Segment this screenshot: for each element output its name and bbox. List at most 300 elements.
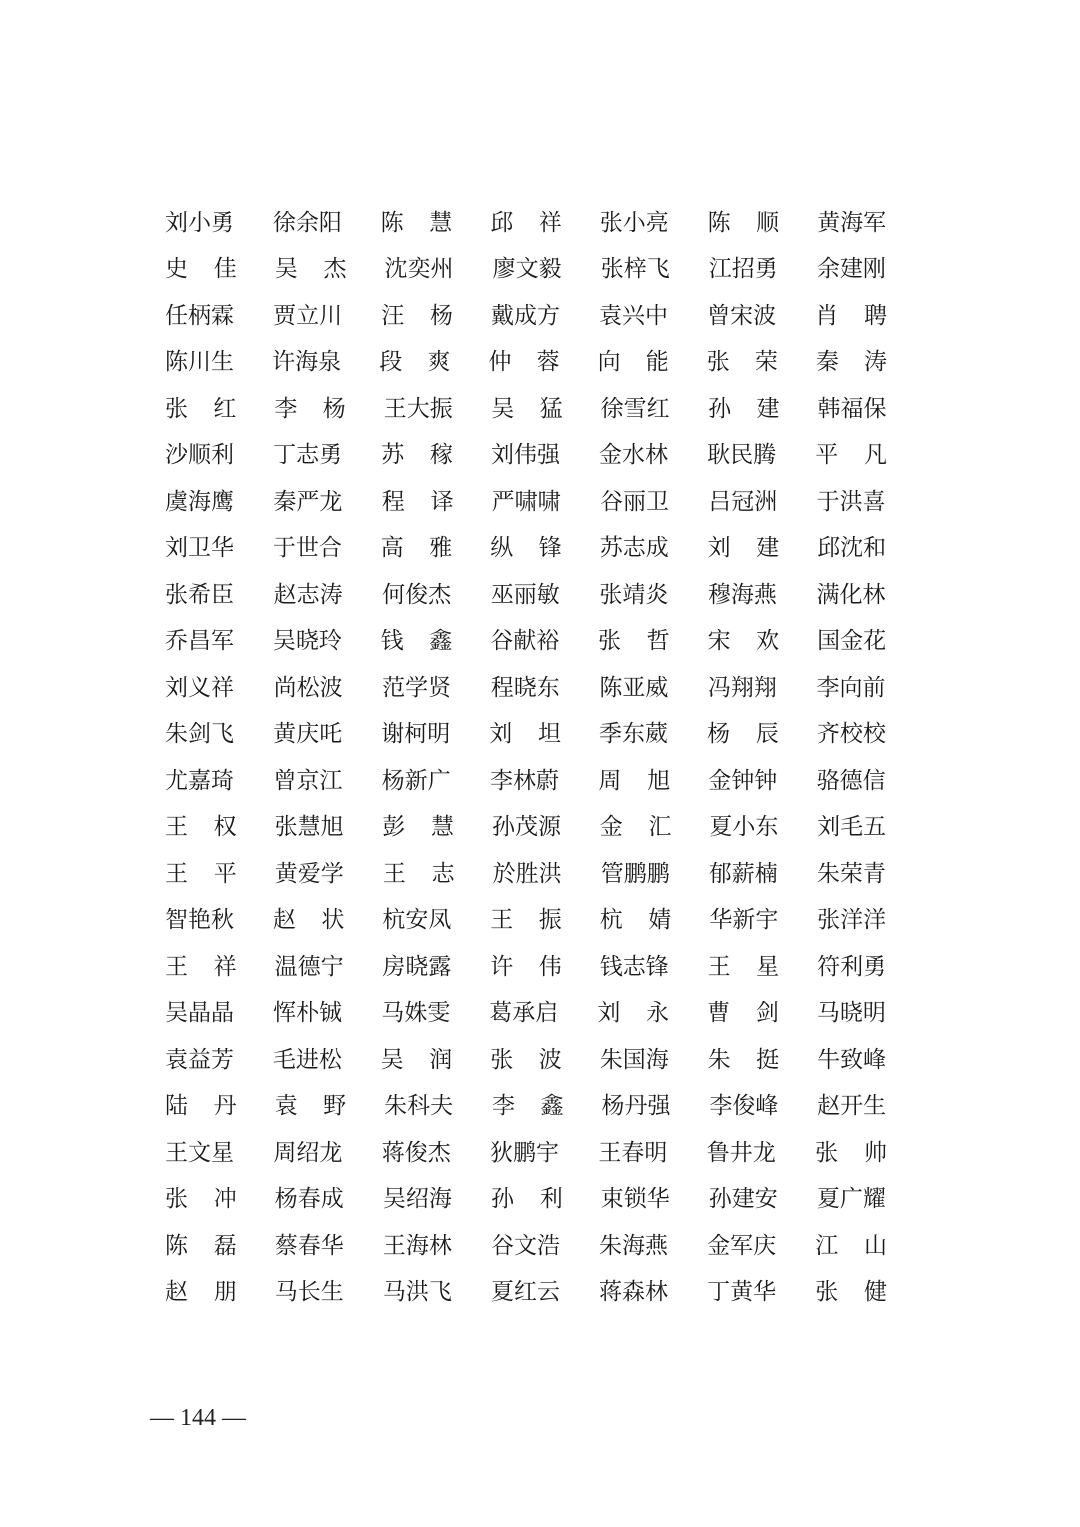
surname: 江 [815,1232,839,1259]
name-entry: 恽朴铖 [273,1000,343,1027]
name-entry: 张梓飞 [600,256,670,283]
name-list-grid [165,197,925,1313]
name-row [165,1127,925,1174]
given-name: 星 [756,953,780,980]
given-name: 祥 [538,209,562,236]
given-name: 欢 [756,628,780,655]
name-entry [381,622,453,655]
name-entry: 尤嘉琦 [165,767,234,794]
name-entry [707,715,779,748]
given-name: 鑫 [429,628,453,655]
name-entry [381,204,453,237]
name-entry [383,855,455,888]
given-name: 磊 [213,1232,237,1259]
name-entry [275,1087,347,1120]
given-name: 润 [429,1046,453,1073]
given-name: 辰 [755,721,779,748]
name-entry [600,901,672,934]
name-entry [598,762,670,795]
name-entry: 秦严龙 [273,488,343,515]
name-entry: 贾立川 [273,302,343,329]
surname: 邱 [490,209,514,236]
given-name: 稼 [429,442,453,469]
name-entry: 江招勇 [708,256,778,283]
name-entry: 束锁华 [600,1186,670,1213]
name-row [165,337,925,384]
name-entry: 孙建安 [708,1186,778,1213]
name-row [165,755,925,802]
surname: 李 [491,1093,515,1120]
name-entry: 范学贤 [382,674,452,701]
surname: 王 [165,814,188,841]
name-row [165,1081,925,1128]
name-entry [708,390,779,423]
name-entry: 於胜洪 [492,860,562,887]
name-entry: 牛致峰 [817,1046,887,1073]
name-entry [273,901,345,934]
surname: 高 [380,535,404,562]
given-name: 永 [646,1000,670,1027]
name-entry: 鲁井龙 [706,1139,776,1166]
name-entry: 徐雪红 [600,395,670,422]
name-entry: 金水林 [599,442,669,469]
name-row [165,848,925,895]
name-entry [165,250,237,283]
name-entry: 朱剑飞 [165,721,234,748]
given-name: 猛 [539,395,563,422]
surname: 苏 [381,442,405,469]
surname: 秦 [815,349,839,376]
name-entry [489,715,561,748]
name-entry: 王文星 [165,1139,234,1166]
name-entry: 严啸啸 [491,488,561,515]
given-name: 凡 [863,442,887,469]
surname: 刘 [597,1000,621,1027]
name-entry: 黄海军 [817,209,887,236]
given-name: 聘 [863,302,887,329]
name-entry: 金钟钟 [708,767,778,794]
name-entry: 朱荣青 [816,860,886,887]
surname: 向 [597,349,621,376]
name-entry [708,1041,780,1074]
name-entry [815,1227,887,1260]
given-name: 译 [430,488,454,515]
surname: 陈 [707,209,731,236]
given-name: 冲 [213,1186,237,1213]
name-entry: 谢柯明 [381,721,451,748]
name-entry [379,343,450,376]
name-entry [492,1087,564,1120]
name-entry: 尚松波 [273,674,343,701]
name-entry: 夏小东 [709,814,779,841]
name-entry [382,483,454,516]
name-entry [600,808,672,841]
name-row [165,988,925,1035]
surname: 彭 [382,814,406,841]
given-name: 祥 [213,953,237,980]
given-name: 剑 [755,1000,779,1027]
name-entry [165,855,237,888]
name-entry: 何俊杰 [382,581,452,608]
name-entry: 蔡春华 [274,1232,344,1259]
name-entry [165,1273,237,1306]
name-entry: 丁志勇 [273,442,343,469]
name-entry: 王海林 [382,1232,452,1259]
name-entry: 马晓明 [816,1000,886,1027]
name-row [165,569,925,616]
name-entry [382,808,454,841]
given-name: 伟 [538,953,562,980]
surname: 吴 [380,1046,404,1073]
surname: 赵 [165,1279,188,1306]
name-entry: 骆德信 [816,767,886,794]
name-entry: 马姝雯 [381,1000,451,1027]
surname: 杨 [707,721,731,748]
surname: 吴 [274,256,298,283]
given-name: 红 [213,395,237,422]
given-name: 锋 [538,535,562,562]
given-name: 慧 [429,209,453,236]
name-entry: 孙茂源 [491,814,561,841]
given-name: 涛 [863,349,887,376]
name-entry: 杨新广 [381,767,451,794]
name-row [165,802,925,849]
surname: 肖 [815,302,839,329]
name-row [165,197,925,244]
surname: 赵 [272,907,296,934]
name-entry [708,622,780,655]
name-entry [708,204,780,237]
name-entry: 袁益芳 [165,1046,234,1073]
surname: 朱 [707,1046,731,1073]
name-entry [598,622,670,655]
surname: 陆 [165,1093,188,1120]
name-entry: 王春明 [598,1139,668,1166]
name-row [165,1034,925,1081]
name-entry: 张洋洋 [817,907,887,934]
name-entry [816,343,887,376]
name-entry [490,529,562,562]
name-entry: 赵志涛 [273,581,343,608]
name-entry [488,343,559,376]
name-entry: 葛承启 [489,1000,559,1027]
name-entry [815,436,887,469]
name-entry [491,1180,563,1213]
given-name: 建 [756,535,780,562]
name-entry: 刘义祥 [165,674,234,701]
surname: 史 [165,256,188,283]
name-entry: 杭安凤 [382,907,452,934]
surname: 曹 [707,1000,731,1027]
name-entry: 马洪飞 [382,1279,452,1306]
name-entry [490,901,562,934]
name-entry [274,390,345,423]
surname: 汪 [381,302,405,329]
surname: 王 [490,907,514,934]
name-entry: 黄爱学 [274,860,344,887]
name-entry [165,1180,237,1213]
name-entry: 张小亮 [599,209,669,236]
name-entry: 吴绍海 [382,1186,452,1213]
surname: 宋 [707,628,731,655]
name-entry [708,529,780,562]
name-entry [165,1087,237,1120]
name-entry: 邱沈和 [817,535,887,562]
name-entry: 夏红云 [490,1279,560,1306]
name-entry: 徐余阳 [272,209,342,236]
name-entry [490,1041,562,1074]
given-name: 爽 [427,349,451,376]
name-entry [381,529,453,562]
given-name: 山 [863,1232,887,1259]
name-entry: 夏广耀 [816,1186,886,1213]
given-name: 振 [538,907,562,934]
name-entry: 耿民腾 [707,442,777,469]
name-row [165,476,925,523]
name-entry: 毛进松 [272,1046,342,1073]
surname: 仲 [488,349,512,376]
given-name: 能 [645,349,669,376]
surname: 李 [274,395,298,422]
given-name: 建 [756,395,780,422]
surname: 张 [815,1139,839,1166]
name-row [165,244,925,291]
name-entry: 马长生 [274,1279,344,1306]
given-name: 波 [538,1046,562,1073]
given-name: 荣 [754,349,778,376]
given-name: 杰 [323,256,347,283]
name-entry: 李林蔚 [490,767,560,794]
name-entry: 蒋俊杰 [381,1139,451,1166]
name-row [165,1220,925,1267]
name-entry: 沙顺利 [165,442,234,469]
name-entry: 穆海燕 [707,581,777,608]
name-row [165,430,925,477]
name-entry: 朱国海 [599,1046,669,1073]
name-entry: 黄庆吒 [273,721,343,748]
given-name: 坦 [538,721,562,748]
name-entry: 谷文浩 [490,1232,560,1259]
name-entry [165,948,237,981]
name-entry: 齐校校 [816,721,886,748]
name-entry: 乔昌军 [165,628,234,655]
name-entry [708,948,780,981]
given-name: 野 [323,1093,347,1120]
name-entry [381,436,453,469]
surname: 段 [379,349,403,376]
given-name: 雅 [429,535,453,562]
surname: 陈 [380,209,404,236]
surname: 张 [165,395,188,422]
name-entry: 国金花 [817,628,887,655]
name-entry: 陈川生 [165,349,234,376]
surname: 周 [598,767,622,794]
surname: 张 [165,1186,188,1213]
name-entry: 于世合 [272,535,342,562]
name-entry: 朱海燕 [599,1232,669,1259]
name-entry: 蒋森林 [599,1279,669,1306]
name-entry: 金军庆 [707,1232,777,1259]
given-name: 慧 [430,814,454,841]
name-entry: 刘卫华 [165,535,234,562]
name-entry: 郁薪楠 [708,860,778,887]
given-name: 佳 [213,256,237,283]
surname: 王 [382,860,406,887]
given-name: 志 [431,860,455,887]
name-row [165,290,925,337]
name-entry: 狄鹏宇 [490,1139,560,1166]
name-entry: 程晓东 [490,674,560,701]
name-entry [815,1273,887,1306]
name-entry [165,1227,237,1260]
given-name: 顺 [756,209,780,236]
surname: 王 [165,953,188,980]
surname: 王 [165,860,188,887]
name-entry: 巫丽敏 [490,581,560,608]
given-name: 哲 [646,628,670,655]
name-entry: 周绍龙 [273,1139,343,1166]
surname: 张 [490,1046,514,1073]
name-entry [165,808,237,841]
name-entry: 刘毛五 [817,814,887,841]
name-entry: 沈奕州 [384,256,454,283]
name-entry: 李向前 [816,674,886,701]
name-entry: 许海泉 [272,349,342,376]
given-name: 汇 [648,814,672,841]
surname: 王 [707,953,731,980]
name-entry: 于洪喜 [816,488,886,515]
name-entry: 丁黄华 [707,1279,777,1306]
given-name: 朋 [213,1279,237,1306]
surname: 吴 [491,395,515,422]
name-entry: 任柄霖 [165,302,234,329]
name-entry [490,204,562,237]
name-entry: 朱科夫 [384,1093,454,1120]
name-entry [490,948,562,981]
surname: 刘 [489,721,513,748]
surname: 纵 [490,535,514,562]
name-entry: 吴晶晶 [165,1000,234,1027]
surname: 孙 [490,1186,514,1213]
given-name: 杨 [429,302,453,329]
name-entry: 管鹏鹏 [600,860,670,887]
name-entry [815,297,887,330]
name-entry: 廖文毅 [492,256,562,283]
name-row [165,523,925,570]
name-entry: 张希臣 [165,581,234,608]
name-row [165,1267,925,1314]
name-entry: 李俊峰 [709,1093,779,1120]
name-entry: 智艳秋 [165,907,234,934]
name-entry: 张靖炎 [599,581,669,608]
name-entry: 陈亚威 [599,674,669,701]
name-entry [598,343,669,376]
name-entry [707,343,778,376]
name-row [165,662,925,709]
given-name: 健 [863,1279,887,1306]
name-row [165,383,925,430]
name-entry: 温德宁 [274,953,344,980]
surname: 程 [381,488,405,515]
name-entry: 余建刚 [816,256,886,283]
name-entry: 韩福保 [817,395,887,422]
name-row [165,709,925,756]
name-entry: 满化林 [816,581,886,608]
given-name: 旭 [647,767,671,794]
given-name: 利 [539,1186,563,1213]
name-entry: 杨丹强 [601,1093,671,1120]
surname: 陈 [165,1232,188,1259]
name-row [165,941,925,988]
given-name: 婧 [648,907,672,934]
surname: 平 [815,442,839,469]
name-entry: 吴晓玲 [272,628,342,655]
given-name: 挺 [756,1046,780,1073]
given-name: 帅 [863,1139,887,1166]
name-entry: 刘小勇 [165,209,234,236]
given-name: 平 [213,860,237,887]
page-number: — 144 — [150,1405,246,1431]
name-entry [707,994,779,1027]
name-entry: 戴成方 [490,302,560,329]
name-row [165,616,925,663]
surname: 金 [599,814,623,841]
name-entry [815,1134,887,1167]
name-entry [597,994,669,1027]
name-entry: 房晓露 [382,953,452,980]
name-entry: 刘伟强 [490,442,560,469]
name-entry: 谷丽卫 [599,488,669,515]
name-entry: 赵开生 [817,1093,887,1120]
given-name: 杨 [322,395,346,422]
surname: 许 [490,953,514,980]
surname: 孙 [708,395,732,422]
surname: 钱 [380,628,404,655]
given-name: 鑫 [540,1093,564,1120]
name-entry [165,390,236,423]
name-entry: 张慧旭 [274,814,344,841]
name-entry: 虞海鹰 [165,488,234,515]
name-entry: 杨春成 [274,1186,344,1213]
given-name: 状 [321,907,345,934]
surname: 杭 [599,907,623,934]
name-entry [381,297,453,330]
name-entry: 谷献裕 [490,628,560,655]
given-name: 蓉 [536,349,560,376]
name-entry: 季东葳 [599,721,669,748]
name-entry: 冯翔翔 [707,674,777,701]
name-row [165,895,925,942]
name-entry: 钱志锋 [599,953,669,980]
name-entry: 华新宇 [709,907,779,934]
name-entry: 符利勇 [817,953,887,980]
name-entry [491,390,562,423]
name-entry [381,1041,453,1074]
name-entry: 吕冠洲 [708,488,778,515]
surname: 张 [815,1279,839,1306]
name-entry: 曾宋波 [707,302,777,329]
given-name: 丹 [213,1093,237,1120]
name-entry: 曾京江 [273,767,343,794]
given-name: 权 [213,814,237,841]
name-row [165,1174,925,1221]
surname: 刘 [707,535,731,562]
surname: 张 [598,628,622,655]
name-entry: 苏志成 [599,535,669,562]
surname: 袁 [274,1093,298,1120]
name-entry: 王大振 [383,395,453,422]
name-entry [275,250,347,283]
